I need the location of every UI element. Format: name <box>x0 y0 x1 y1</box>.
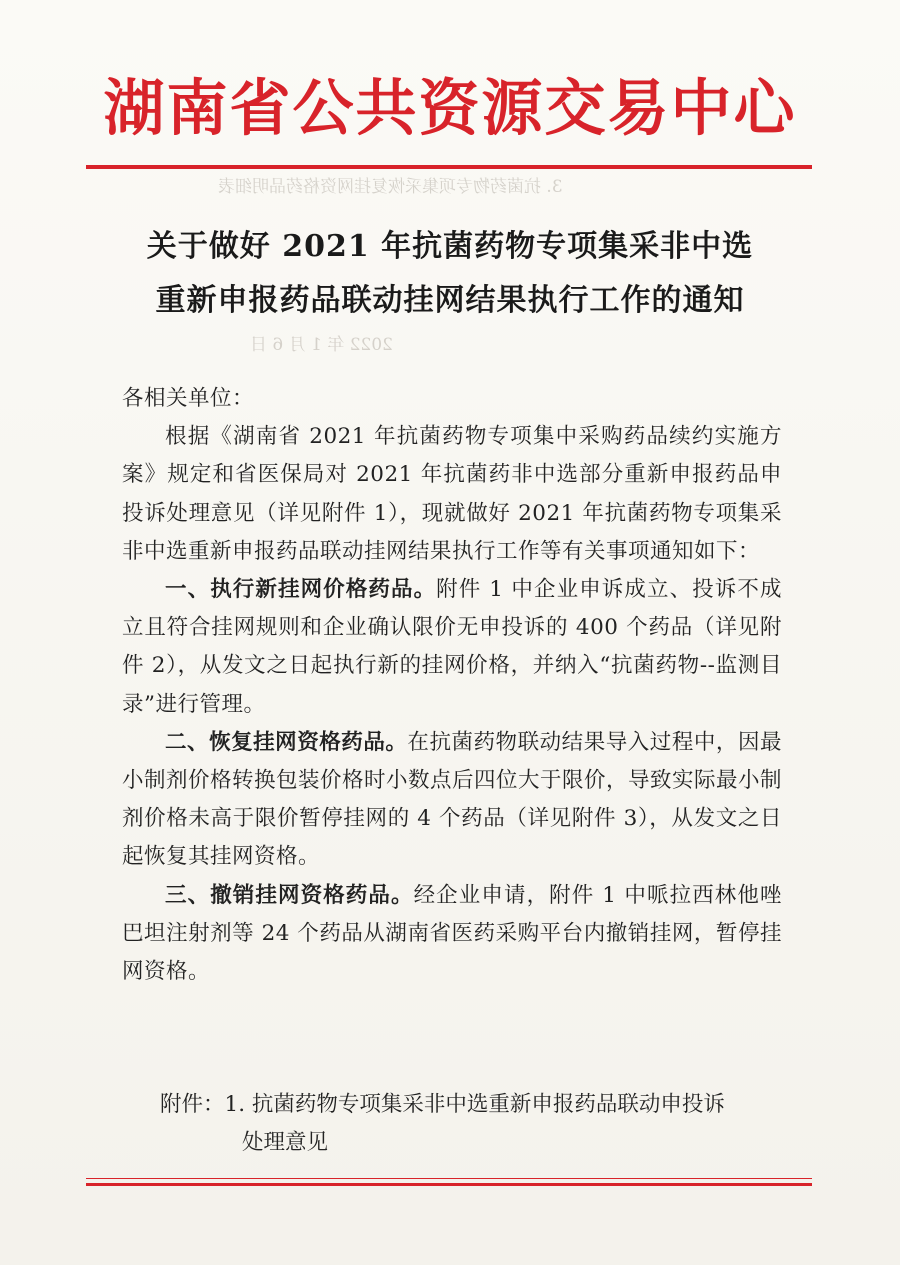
section-2-text: 在抗菌药物联动结果导入过程中，因最小制剂价格转换包装价格时小数点后四位大于限价，导致实际最小制剂价格未高于限价暂停挂网的 4 个药品（详见附件 3），从发文之日起恢复其挂网资格。 <box>122 729 783 870</box>
attachment-item-1-continuation: 处理意见 <box>242 1130 329 1155</box>
section-2-paragraph <box>122 724 782 877</box>
intro-paragraph: 根据《湖南省 2021 年抗菌药物专项集中采购药品续约实施方案》规定和省医保局对 2021 年抗菌药非中选部分重新申报药品申投诉处理意见（详见附件 1），现就做好 2021 年抗菌药物专项集采非中选重新申报药品联动挂网结果执行工作等有关事项通知如下： <box>122 424 782 564</box>
footer-red-rule-top <box>86 1178 812 1179</box>
bleed-through-text-1: 3. 抗菌药物专项集采恢复挂网资格药品明细表 <box>218 177 563 197</box>
section-1-heading: 一、执行新挂网价格药品。 <box>165 577 437 603</box>
section-3-heading: 三、撤销挂网资格药品。 <box>165 882 414 908</box>
notice-title-line-1: 关于做好 2021 年抗菌药物专项集采非中选 <box>146 229 754 264</box>
footer-red-rule-bottom <box>86 1183 812 1186</box>
section-3-paragraph <box>122 877 782 992</box>
attachments-block <box>160 1086 780 1162</box>
salutation: 各相关单位： <box>122 386 255 411</box>
notice-body <box>122 380 782 991</box>
attachment-label: 附件： <box>160 1092 225 1117</box>
attachment-item-1-text: 1. 抗菌药物专项集采非中选重新申报药品联动申投诉 <box>224 1092 725 1117</box>
attachment-item-1 <box>160 1086 780 1124</box>
notice-title-line-2: 重新申报药品联动挂网结果执行工作的通知 <box>155 283 745 318</box>
section-1-paragraph <box>122 571 782 724</box>
section-2-heading: 二、恢复挂网资格药品。 <box>165 729 408 755</box>
section-3-text: 经企业申请，附件 1 中哌拉西林他唑巴坦注射剂等 24 个药品从湖南省医药采购平台内撤销挂网，暂停挂网资格。 <box>122 882 782 985</box>
section-1-text: 附件 1 中企业申诉成立、投诉不成立且符合挂网规则和企业确认限价无申投诉的 400 个药品（详见附件 2），从发文之日起执行新的挂网价格，并纳入“抗菌药物--监测目录”进行管理。 <box>122 577 782 717</box>
bleed-through-text-2: 2022 年 1 月 6 日 <box>250 335 393 355</box>
org-letterhead-title: 湖南省公共资源交易中心 <box>103 73 797 144</box>
letterhead-red-rule <box>86 165 812 169</box>
